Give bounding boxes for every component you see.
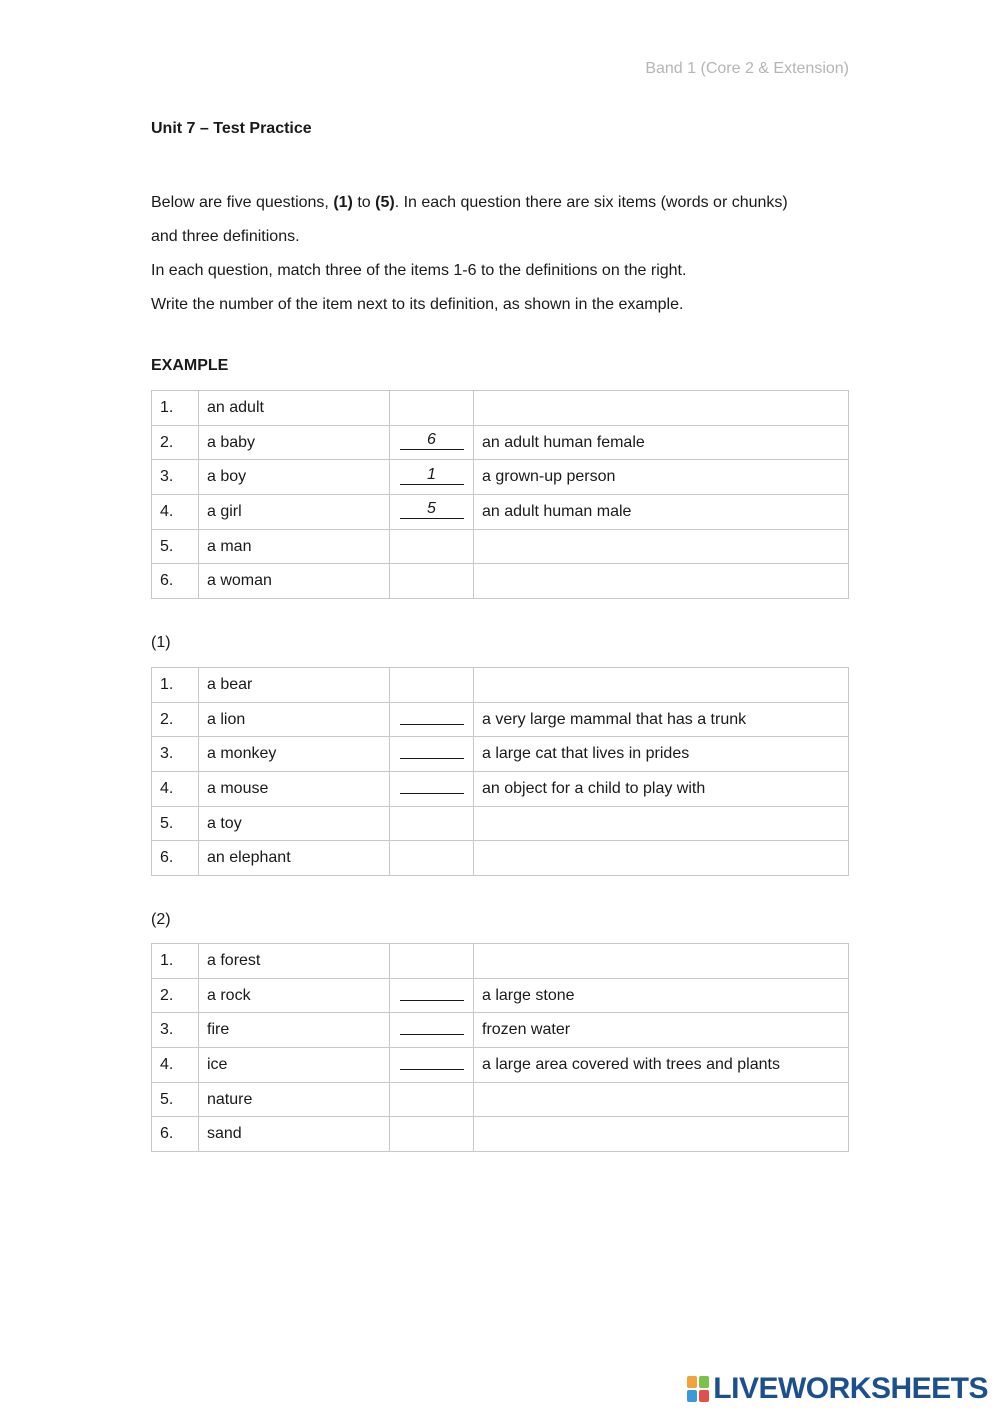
item-number: 6. — [152, 841, 199, 876]
item-word: a girl — [199, 495, 390, 530]
item-number: 2. — [152, 425, 199, 460]
instructions-text: to — [352, 194, 376, 211]
definition-text: a large stone — [474, 978, 849, 1013]
item-word: a woman — [199, 564, 390, 599]
definition-text: an object for a child to play with — [474, 772, 849, 807]
question-1-table — [151, 667, 849, 876]
item-number: 4. — [152, 495, 199, 530]
definition-text — [474, 944, 849, 979]
item-number: 2. — [152, 702, 199, 737]
answer-blank[interactable] — [400, 775, 464, 794]
answer-blank[interactable] — [400, 1051, 464, 1070]
table-row — [152, 841, 849, 876]
table-row — [152, 668, 849, 703]
instructions-line-3: In each question, match three of the items 1-6 to the definitions on the right. — [151, 262, 687, 279]
answer-cell — [390, 841, 474, 876]
table-row — [152, 944, 849, 979]
table-row — [152, 978, 849, 1013]
answer-blank[interactable] — [400, 1016, 464, 1035]
answer-blank[interactable] — [400, 740, 464, 759]
instructions-bold-ref: (1) — [333, 194, 353, 211]
definition-text: frozen water — [474, 1013, 849, 1048]
instructions-line-1 — [151, 186, 851, 220]
item-word: fire — [199, 1013, 390, 1048]
table-row — [152, 391, 849, 426]
item-number: 5. — [152, 1082, 199, 1117]
answer-cell — [390, 944, 474, 979]
item-word: an adult — [199, 391, 390, 426]
liveworksheets-logo-icon — [687, 1376, 709, 1402]
answer-cell — [390, 1048, 474, 1083]
item-word: a boy — [199, 460, 390, 495]
answer-cell — [390, 425, 474, 460]
answer-cell — [390, 772, 474, 807]
answer-cell — [390, 702, 474, 737]
instructions-bold-ref: (5) — [375, 194, 395, 211]
answer-cell — [390, 391, 474, 426]
liveworksheets-logo — [687, 1372, 988, 1406]
table-row — [152, 737, 849, 772]
example-label: EXAMPLE — [151, 357, 229, 374]
item-number: 2. — [152, 978, 199, 1013]
answer-cell — [390, 978, 474, 1013]
table-row — [152, 1082, 849, 1117]
answer-blank: 6 — [400, 431, 464, 450]
definition-text — [474, 668, 849, 703]
definition-text: a very large mammal that has a trunk — [474, 702, 849, 737]
item-word: a mouse — [199, 772, 390, 807]
table-row — [152, 1013, 849, 1048]
item-number: 3. — [152, 460, 199, 495]
item-word: a man — [199, 529, 390, 564]
instructions-text: . In each question there are six items (words or chunks) — [394, 194, 788, 211]
item-word: nature — [199, 1082, 390, 1117]
definition-text — [474, 1082, 849, 1117]
table-row — [152, 460, 849, 495]
item-number: 5. — [152, 529, 199, 564]
answer-blank: 1 — [400, 466, 464, 485]
table-row — [152, 806, 849, 841]
answer-cell — [390, 668, 474, 703]
answer-cell — [390, 460, 474, 495]
item-number: 4. — [152, 1048, 199, 1083]
item-number: 1. — [152, 944, 199, 979]
instructions-line-2: and three definitions. — [151, 228, 300, 245]
answer-cell — [390, 495, 474, 530]
definition-text: a large cat that lives in prides — [474, 737, 849, 772]
item-word: a monkey — [199, 737, 390, 772]
item-number: 4. — [152, 772, 199, 807]
table-row — [152, 702, 849, 737]
question-1-label: (1) — [151, 634, 171, 651]
answer-cell — [390, 1082, 474, 1117]
instructions-line-4: Write the number of the item next to its definition, as shown in the example. — [151, 296, 684, 313]
table-row — [152, 1117, 849, 1152]
table-row — [152, 1048, 849, 1083]
answer-blank: 5 — [400, 500, 464, 519]
item-word: a forest — [199, 944, 390, 979]
logo-text: LIVEWORKSHEETS — [713, 1372, 988, 1405]
definition-text — [474, 391, 849, 426]
item-word: an elephant — [199, 841, 390, 876]
table-row — [152, 564, 849, 599]
item-word: ice — [199, 1048, 390, 1083]
table-row — [152, 529, 849, 564]
table-row — [152, 772, 849, 807]
item-word: a toy — [199, 806, 390, 841]
item-number: 1. — [152, 668, 199, 703]
answer-cell — [390, 529, 474, 564]
instructions — [151, 186, 851, 322]
answer-cell — [390, 1117, 474, 1152]
instructions-text: Below are five questions, — [151, 194, 334, 211]
answer-cell — [390, 1013, 474, 1048]
item-word: a rock — [199, 978, 390, 1013]
answer-cell — [390, 737, 474, 772]
item-number: 5. — [152, 806, 199, 841]
definition-text — [474, 529, 849, 564]
definition-text: an adult human male — [474, 495, 849, 530]
answer-cell — [390, 806, 474, 841]
table-row — [152, 495, 849, 530]
answer-blank[interactable] — [400, 982, 464, 1001]
item-word: a bear — [199, 668, 390, 703]
band-note: Band 1 (Core 2 & Extension) — [645, 60, 849, 77]
question-2-label: (2) — [151, 911, 171, 928]
page-title: Unit 7 – Test Practice — [151, 120, 312, 137]
answer-blank[interactable] — [400, 706, 464, 725]
item-number: 6. — [152, 1117, 199, 1152]
definition-text — [474, 564, 849, 599]
definition-text — [474, 1117, 849, 1152]
definition-text: a grown-up person — [474, 460, 849, 495]
table-row — [152, 425, 849, 460]
definition-text: an adult human female — [474, 425, 849, 460]
answer-cell — [390, 564, 474, 599]
item-word: a lion — [199, 702, 390, 737]
item-word: sand — [199, 1117, 390, 1152]
item-number: 6. — [152, 564, 199, 599]
item-word: a baby — [199, 425, 390, 460]
item-number: 3. — [152, 1013, 199, 1048]
question-2-table — [151, 943, 849, 1152]
example-table — [151, 390, 849, 599]
item-number: 3. — [152, 737, 199, 772]
item-number: 1. — [152, 391, 199, 426]
definition-text — [474, 841, 849, 876]
definition-text: a large area covered with trees and plants — [474, 1048, 849, 1083]
definition-text — [474, 806, 849, 841]
